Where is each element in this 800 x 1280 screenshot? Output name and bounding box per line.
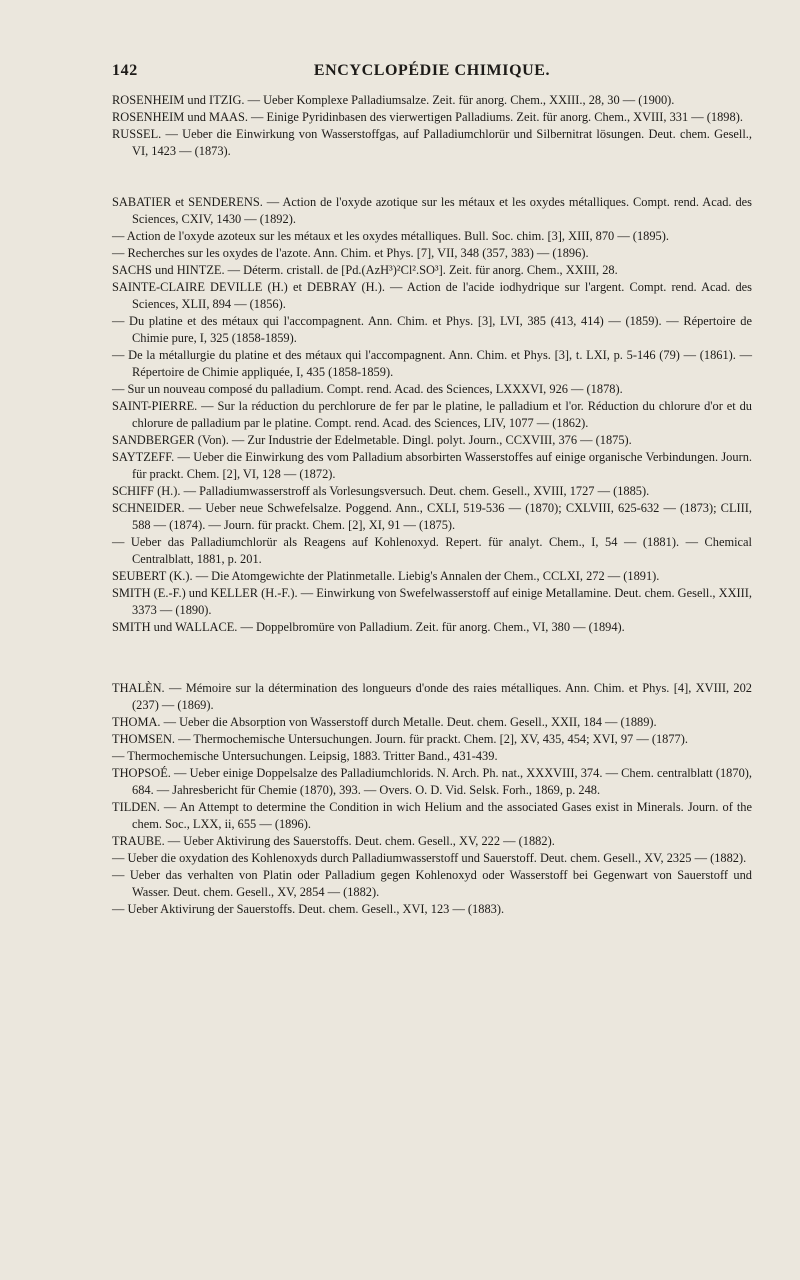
bibliography-entry: — Recherches sur les oxydes de l'azote. Ann. Chim. et Phys. [7], VII, 348 (357, 383) — (1896). (112, 246, 589, 260)
bibliography-entry: — Ueber Aktivirung der Sauerstoffs. Deut. chem. Gesell., XVI, 123 — (1883). (112, 902, 505, 916)
bibliography-entry: TILDEN. — An Attempt to determine the Condition in wich Helium and the associated Gases exist in Minerals. Journ. of the chem. Soc., LXX, ii, 655 — (1896). (112, 800, 752, 831)
bibliography-entry: SAYTZEFF. — Ueber die Einwirkung des vom Palladium absorbirten Wasserstoffes auf einige organische Verbindungen. Journ. für prackt. Chem. [2], VI, 128 — (1872). (112, 450, 752, 481)
bibliography-group-s (112, 194, 752, 636)
page-header (112, 62, 752, 86)
bibliography-entry: — Du platine et des métaux qui l'accompagnent. Ann. Chim. et Phys. [3], LVI, 385 (413, 414) — (1859). — Répertoire de Chimie pure, I, 325 (1858-1859). (112, 314, 752, 345)
page-number: 142 (112, 62, 138, 79)
bibliography-entry: ROSENHEIM und ITZIG. — Ueber Komplexe Palladiumsalze. Zeit. für anorg. Chem., XXIII., 28, 30 — (1900). (112, 93, 675, 107)
bibliography-entry: — Ueber das Palladiumchlorür als Reagens auf Kohlenoxyd. Repert. für analyt. Chem., I, 54 — (1881). — Chemical Centralblatt, 1881, p. 201. (112, 535, 752, 566)
bibliography-entry: — Ueber die oxydation des Kohlenoxyds durch Palladiumwasserstoff und Sauerstoff. Deut. chem. Gesell., XV, 2325 — (1882). (112, 851, 747, 865)
bibliography-entry: SABATIER et SENDERENS. — Action de l'oxyde azotique sur les métaux et les oxydes métalliques. Compt. rend. Acad. des Sciences, CXIV, 1430 — (1892). (112, 195, 752, 226)
bibliography-entry: — De la métallurgie du platine et des métaux qui l'accompagnent. Ann. Chim. et Phys. [3], t. LXI, p. 5-146 (79) — (1861). — Répertoire de Chimie appliquée, I, 435 (1858-1859). (112, 348, 752, 379)
bibliography-entry: SCHIFF (H.). — Palladiumwasserstroff als Vorlesungsversuch. Deut. chem. Gesell., XVIII, 1727 — (1885). (112, 484, 650, 498)
bibliography-entry: — Thermochemische Untersuchungen. Leipsig, 1883. Tritter Band., 431-439. (112, 749, 498, 763)
bibliography-entry: — Ueber das verhalten von Platin oder Palladium gegen Kohlenoxyd oder Wasserstoff bei Gegenwart von Sauerstoff und Wasser. Deut. chem. Gesell., XV, 2854 — (1882). (112, 868, 752, 899)
group-spacer (112, 636, 752, 680)
bibliography-entry: — Sur un nouveau composé du palladium. Compt. rend. Acad. des Sciences, LXXXVI, 926 — (1878). (112, 382, 623, 396)
bibliography-entry: SCHNEIDER. — Ueber neue Schwefelsalze. Poggend. Ann., CXLI, 519-536 — (1870); CXLVIII, 625-632 — (1873); CLIII, 588 — (1874). — Journ. für prackt. Chem. [2], XI, 91 — (1875). (112, 501, 752, 532)
bibliography-entry: THALÈN. — Mémoire sur la détermination des longueurs d'onde des raies métalliques. Ann. Chim. et Phys. [4], XVIII, 202 (237) — (1869). (112, 681, 752, 712)
bibliography-entry: THOMSEN. — Thermochemische Untersuchungen. Journ. für prackt. Chem. [2], XV, 435, 454; XVI, 97 — (1877). (112, 732, 688, 746)
bibliography (112, 92, 752, 918)
bibliography-entry: SMITH (E.-F.) und KELLER (H.-F.). — Einwirkung von Swefelwasserstoff auf einige Metallamine. Deut. chem. Gesell., XXIII, 3373 — (1890). (112, 586, 752, 617)
bibliography-entry: — Action de l'oxyde azoteux sur les métaux et les oxydes métalliques. Bull. Soc. chim. [3], XIII, 870 — (1895). (112, 229, 669, 243)
bibliography-entry: SACHS und HINTZE. — Déterm. cristall. de [Pd.(AzH³)²Cl².SO³]. Zeit. für anorg. Chem., XXIII, 28. (112, 263, 618, 277)
bibliography-entry: SEUBERT (K.). — Die Atomgewichte der Platinmetalle. Liebig's Annalen der Chem., CCLXI, 272 — (1891). (112, 569, 660, 583)
bibliography-entry: SMITH und WALLACE. — Doppelbromüre von Palladium. Zeit. für anorg. Chem., VI, 380 — (1894). (112, 620, 625, 634)
bibliography-entry: ROSENHEIM und MAAS. — Einige Pyridinbasen des vierwertigen Palladiums. Zeit. für anorg. Chem., XVIII, 331 — (1898). (112, 110, 743, 124)
bibliography-group-r (112, 92, 752, 160)
bibliography-entry: TRAUBE. — Ueber Aktivirung des Sauerstoffs. Deut. chem. Gesell., XV, 222 — (1882). (112, 834, 555, 848)
bibliography-group-t (112, 680, 752, 918)
bibliography-entry: SAINT-PIERRE. — Sur la réduction du perchlorure de fer par le platine, le palladium et l'or. Réduction du chlorure d'or et du chlorure de palladium par le platine. Compt. rend. Acad. des Sciences, LIV, 1077 — (1862). (112, 399, 752, 430)
bibliography-entry: RUSSEL. — Ueber die Einwirkung von Wasserstoffgas, auf Palladiumchlorür und Silbernitrat lösungen. Deut. chem. Gesell., VI, 1423 — (1873). (112, 127, 752, 158)
running-title: ENCYCLOPÉDIE CHIMIQUE. (313, 62, 551, 79)
bibliography-entry: SANDBERGER (Von). — Zur Industrie der Edelmetable. Dingl. polyt. Journ., CCXVIII, 376 — (1875). (112, 433, 632, 447)
group-spacer (112, 160, 752, 194)
bibliography-entry: THOPSOÉ. — Ueber einige Doppelsalze des Palladiumchlorids. N. Arch. Ph. nat., XXXVIII, 374. — Chem. centralblatt (1870), 684. — Jahresbericht für Chemie (1870), 393. — Overs. O. D. Vid. Selsk. Forh., 1869, p. 248. (112, 766, 752, 797)
bibliography-entry: SAINTE-CLAIRE DEVILLE (H.) et DEBRAY (H.). — Action de l'acide iodhydrique sur l'argent. Compt. rend. Acad. des Sciences, XLII, 894 — (1856). (112, 280, 752, 311)
bibliography-entry: THOMA. — Ueber die Absorption von Wasserstoff durch Metalle. Deut. chem. Gesell., XXII, 184 — (1889). (112, 715, 657, 729)
